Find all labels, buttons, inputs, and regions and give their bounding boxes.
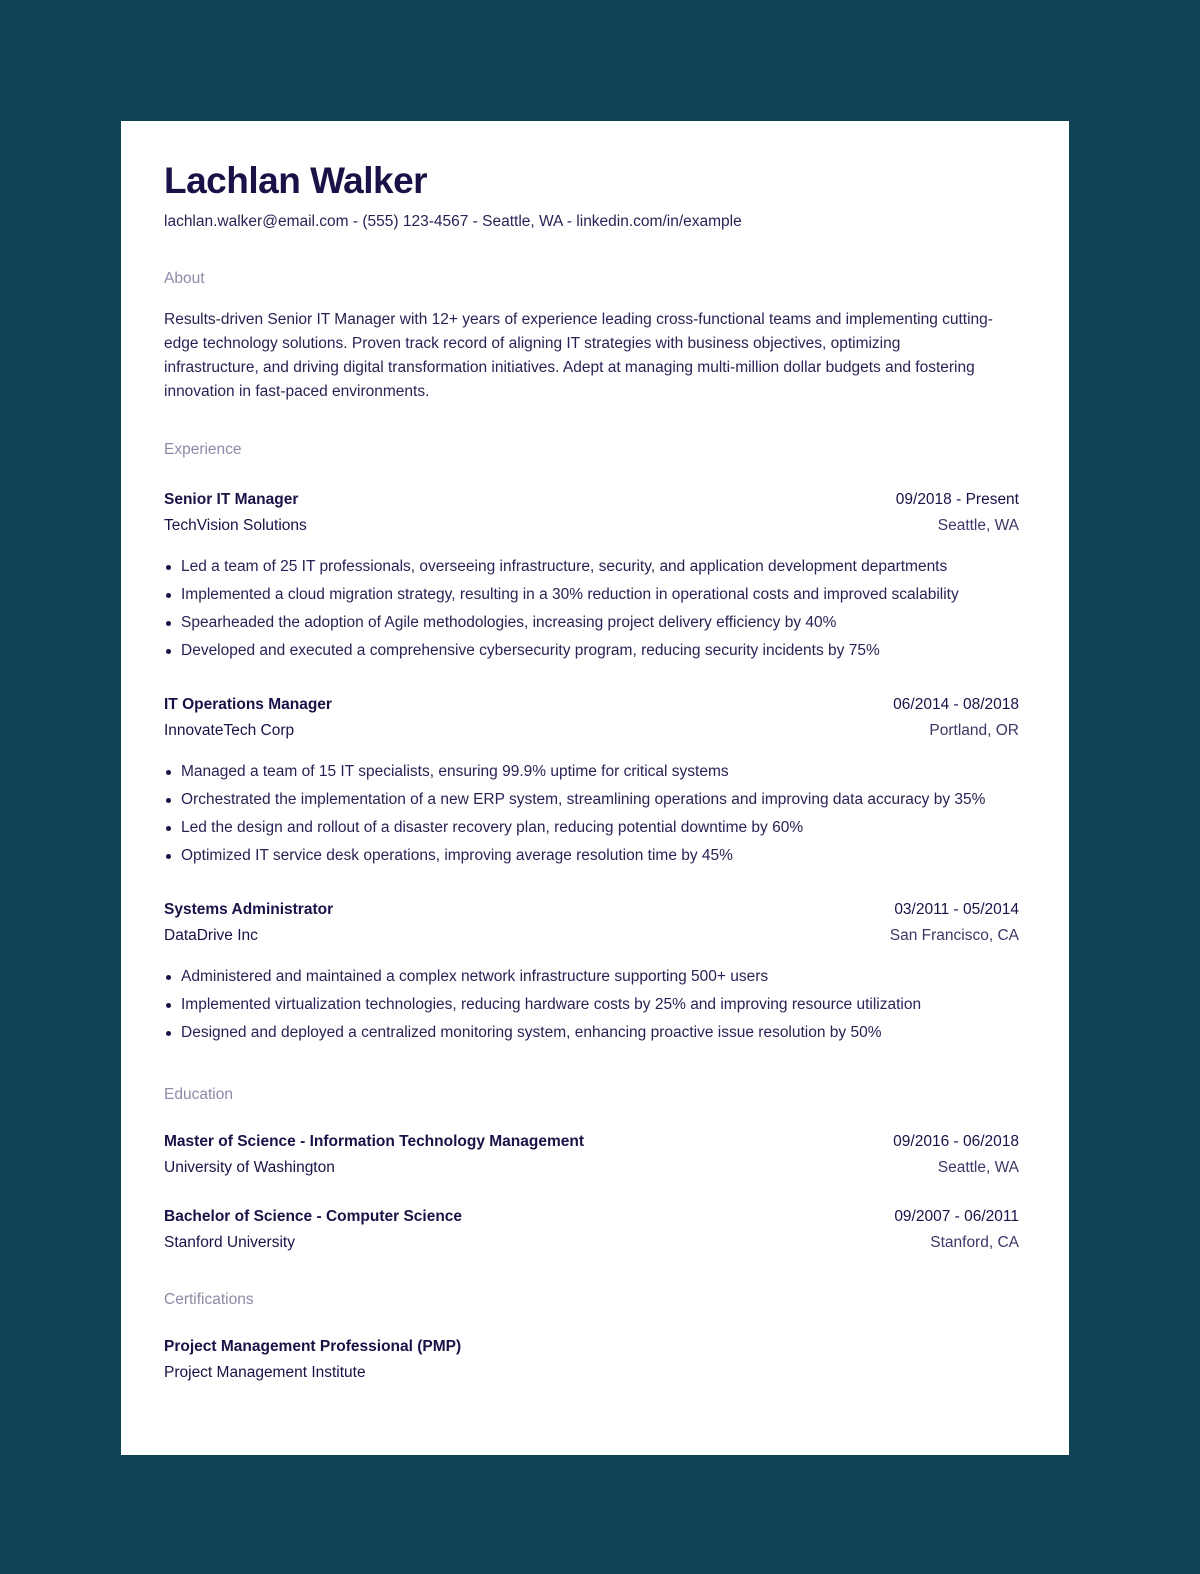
bullet-item: Administered and maintained a complex network infrastructure supporting 500+ users	[181, 963, 1019, 991]
certification-entry	[164, 1334, 1019, 1386]
contact-line: lachlan.walker@email.com - (555) 123-4567 - Seattle, WA - linkedin.com/in/example	[164, 213, 742, 230]
job-location: Portland, OR	[929, 722, 1019, 739]
job-bullets	[164, 553, 1019, 665]
job-title: IT Operations Manager	[164, 696, 332, 713]
education-heading: Education	[164, 1086, 233, 1103]
company-name: TechVision Solutions	[164, 517, 307, 534]
experience-entry	[164, 487, 1019, 665]
bullet-item: Spearheaded the adoption of Agile methodologies, increasing project delivery efficiency by 40%	[181, 609, 1019, 637]
job-dates: 09/2018 - Present	[895, 491, 1019, 508]
job-bullets	[164, 963, 1019, 1047]
job-location: San Francisco, CA	[889, 927, 1019, 944]
school-location: Stanford, CA	[930, 1234, 1019, 1251]
bullet-item: Managed a team of 15 IT specialists, ensuring 99.9% uptime for critical systems	[181, 758, 1019, 786]
job-title: Senior IT Manager	[164, 491, 299, 508]
school-name: Stanford University	[164, 1234, 295, 1251]
education-dates: 09/2016 - 06/2018	[893, 1133, 1019, 1150]
resume-page	[121, 121, 1069, 1455]
education-entry	[164, 1129, 1019, 1181]
school-name: University of Washington	[164, 1159, 335, 1176]
experience-entry	[164, 897, 1019, 1047]
bullet-item: Implemented virtualization technologies, reducing hardware costs by 25% and improving resource utilization	[181, 991, 1019, 1019]
certifications-heading: Certifications	[164, 1291, 254, 1308]
job-dates: 03/2011 - 05/2014	[894, 901, 1019, 918]
bullet-item: Implemented a cloud migration strategy, resulting in a 30% reduction in operational costs and improved scalability	[181, 581, 1019, 609]
certification-name: Project Management Professional (PMP)	[164, 1338, 462, 1355]
education-dates: 09/2007 - 06/2011	[894, 1208, 1019, 1225]
company-name: InnovateTech Corp	[164, 722, 295, 739]
company-name: DataDrive Inc	[164, 927, 258, 944]
bullet-item: Led the design and rollout of a disaster recovery plan, reducing potential downtime by 60%	[181, 814, 1019, 842]
job-dates: 06/2014 - 08/2018	[893, 696, 1019, 713]
about-heading: About	[164, 270, 205, 287]
about-text: Results-driven Senior IT Manager with 12+ years of experience leading cross-functional teams and implementing cutting-edge technology solutions. Proven track record of aligning IT strategies with business objectives, optimizing infrastructure, and driving digital transformation initiatives. Adept at managing multi-million dollar budgets and fostering innovation in fast-paced environments.	[164, 311, 993, 400]
bullet-item: Optimized IT service desk operations, improving average resolution time by 45%	[181, 842, 1019, 870]
experience-heading: Experience	[164, 441, 242, 458]
job-bullets	[164, 758, 1019, 870]
experience-entry	[164, 692, 1019, 870]
bullet-item: Designed and deployed a centralized monitoring system, enhancing proactive issue resolution by 50%	[181, 1019, 1019, 1047]
school-location: Seattle, WA	[937, 1159, 1019, 1176]
degree-name: Bachelor of Science - Computer Science	[164, 1208, 463, 1225]
certification-issuer: Project Management Institute	[164, 1364, 366, 1381]
bullet-item: Led a team of 25 IT professionals, overseeing infrastructure, security, and application development departments	[181, 553, 1019, 581]
education-entry	[164, 1204, 1019, 1256]
bullet-item: Orchestrated the implementation of a new ERP system, streamlining operations and improving data accuracy by 35%	[181, 786, 1019, 814]
job-title: Systems Administrator	[164, 901, 334, 918]
job-location: Seattle, WA	[937, 517, 1019, 534]
degree-name: Master of Science - Information Technology Management	[164, 1133, 584, 1150]
bullet-item: Developed and executed a comprehensive cybersecurity program, reducing security incidents by 75%	[181, 637, 1019, 665]
candidate-name: Lachlan Walker	[164, 160, 428, 201]
